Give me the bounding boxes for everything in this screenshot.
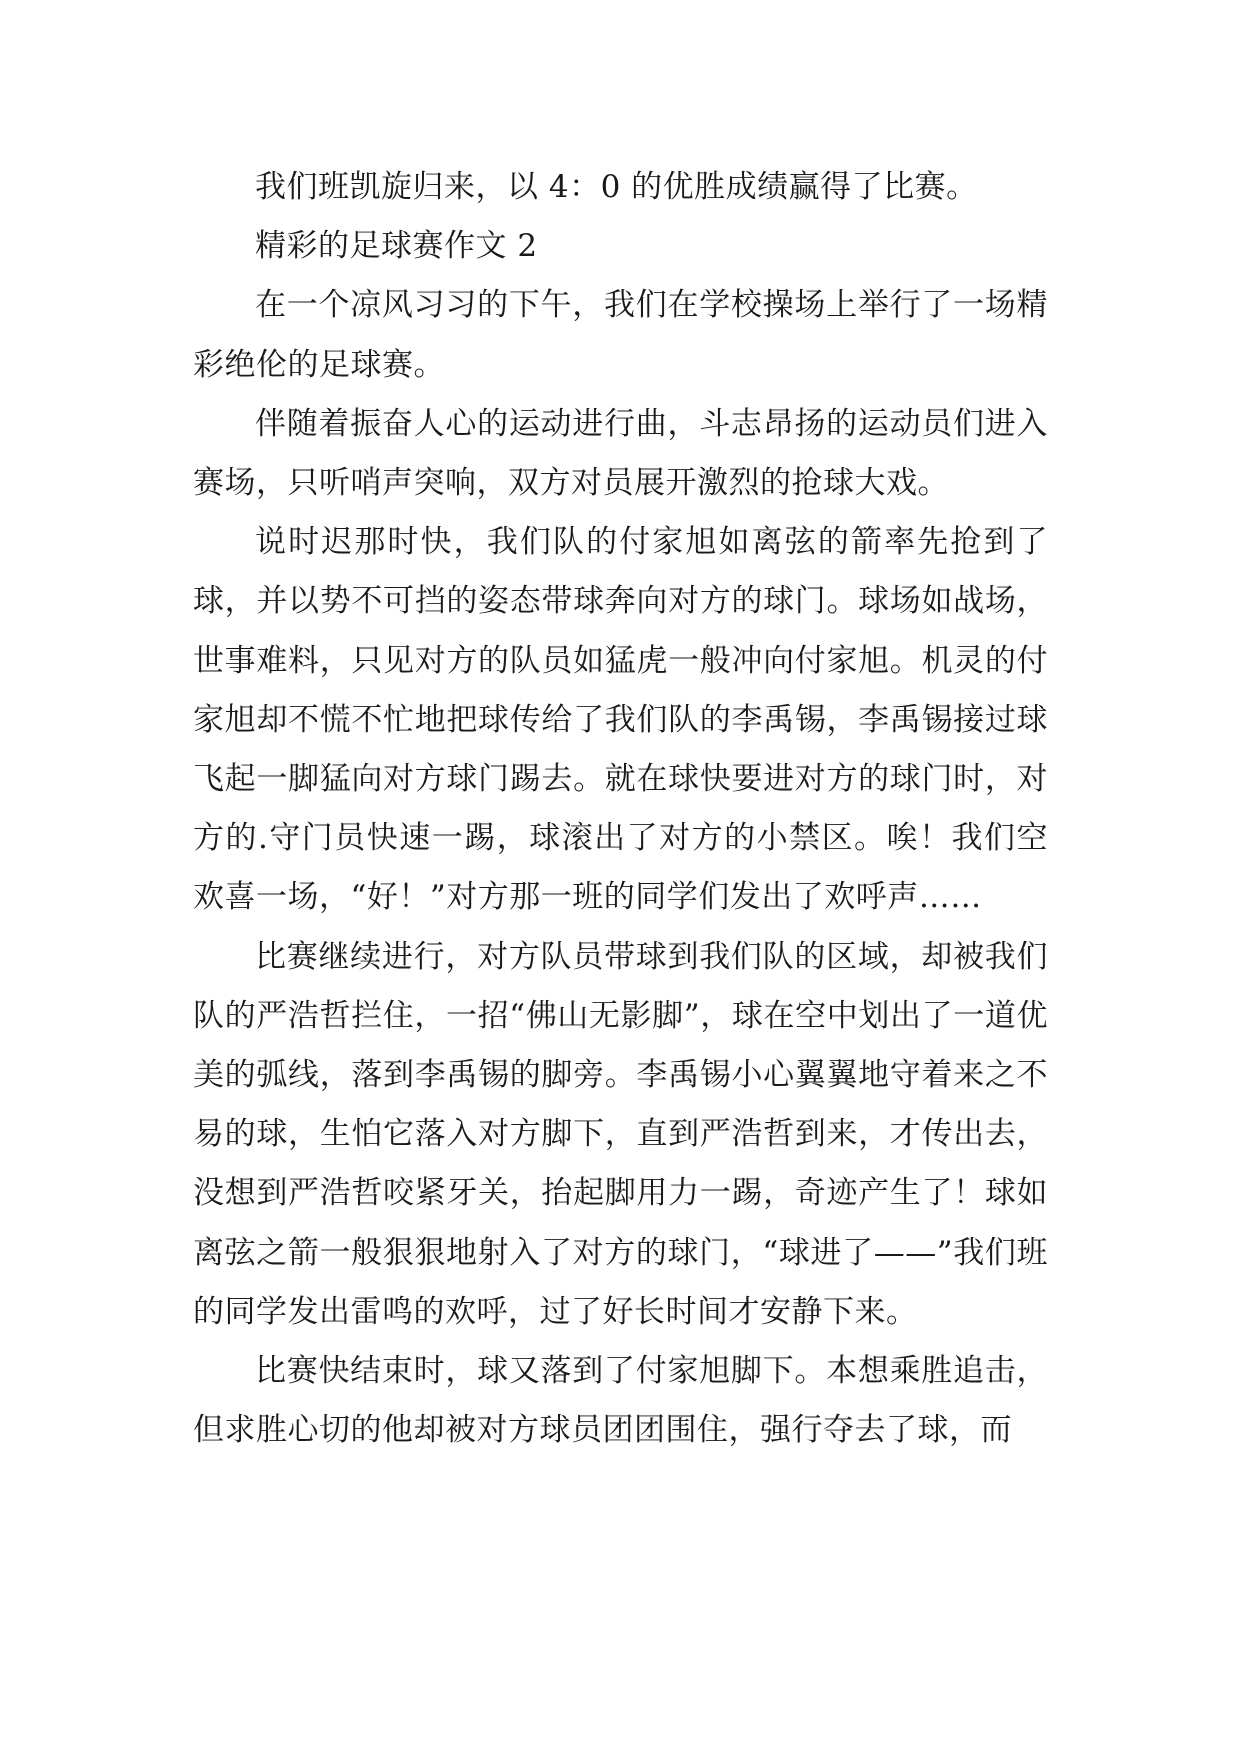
paragraph-ending: 比赛快结束时，球又落到了付家旭脚下。本想乘胜追击，但求胜心切的他却被对方球员团团围住，强行夺去了球，而 [193, 1353, 1048, 1449]
paragraph-intro: 在一个凉风习习的下午，我们在学校操场上举行了一场精彩绝伦的足球赛。 [193, 287, 1048, 383]
paragraph-result: 我们班凯旋归来，以 4：0 的优胜成绩赢得了比赛。 [255, 169, 978, 205]
paragraph-first-attack: 说时迟那时快，我们队的付家旭如离弦的箭率先抢到了球，并以势不可挡的姿态带球奔向对方的球门。球场如战场，世事难料，只见对方的队员如猛虎一般冲向付家旭。机灵的付家旭却不慌不忙地把球传给了我们队的李禹锡，李禹锡接过球飞起一脚猛向对方球门踢去。就在球快要进对方的球门时，对方的.守门员快速一踢，球滚出了对方的小禁区。唉！我们空欢喜一场，“好！”对方那一班的同学们发出了欢呼声…… [193, 524, 1048, 916]
essay-body [193, 158, 1048, 1460]
paragraph-goal: 比赛继续进行，对方队员带球到我们队的区域，却被我们队的严浩哲拦住，一招“佛山无影脚”，球在空中划出了一道优美的弧线，落到李禹锡的脚旁。李禹锡小心翼翼地守着来之不易的球，生怕它落入对方脚下，直到严浩哲到来，才传出去，没想到严浩哲咬紧牙关，抬起脚用力一踢，奇迹产生了！球如离弦之箭一般狠狠地射入了对方的球门，“球进了——”我们班的同学发出雷鸣的欢呼，过了好长时间才安静下来。 [193, 938, 1048, 1330]
essay-title: 精彩的足球赛作文 2 [255, 228, 538, 265]
paragraph-opening: 伴随着振奋人心的运动进行曲，斗志昂扬的运动员们进入赛场，只听哨声突响，双方对员展开激烈的抢球大戏。 [193, 405, 1048, 502]
